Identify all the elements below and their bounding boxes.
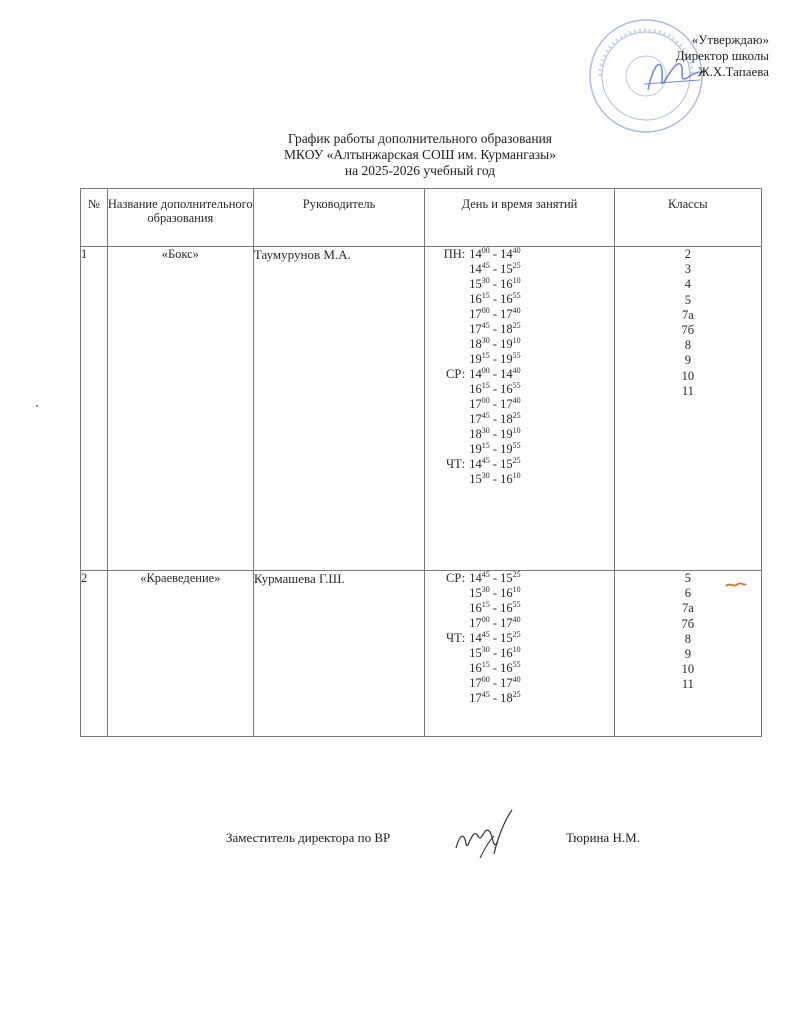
start-minute: 30 bbox=[481, 645, 490, 654]
start-hour: 15 bbox=[469, 472, 482, 486]
end-minute: 55 bbox=[512, 660, 521, 669]
start-minute: 15 bbox=[481, 351, 490, 360]
end-minute: 55 bbox=[512, 441, 521, 450]
start-minute: 15 bbox=[481, 381, 490, 390]
start-minute: 15 bbox=[481, 291, 490, 300]
time-slot: $18^{30} - 19^{10}$ bbox=[469, 336, 521, 351]
class-item: 10 bbox=[681, 368, 695, 383]
start-minute: 30 bbox=[481, 276, 490, 285]
heading-line: График работы дополнительного образования bbox=[287, 131, 553, 146]
end-hour: 19 bbox=[500, 427, 513, 441]
end-minute: 25 bbox=[512, 321, 521, 330]
end-hour: 15 bbox=[500, 571, 513, 585]
class-item: 4 bbox=[684, 277, 691, 292]
start-minute: 30 bbox=[481, 336, 490, 345]
time-slot: $17^{45} - 18^{25}$ bbox=[469, 321, 521, 336]
class-item: 8 bbox=[684, 338, 691, 353]
approval-line: «Утверждаю» bbox=[691, 32, 769, 47]
end-minute: 25 bbox=[512, 570, 521, 579]
end-hour: 16 bbox=[500, 646, 513, 660]
approval-line: Директор школы bbox=[675, 48, 769, 63]
time-slot: $18^{30} - 19^{10}$ bbox=[469, 426, 521, 441]
schedule-table bbox=[80, 188, 762, 737]
header-leader: Руководитель bbox=[253, 189, 424, 247]
start-hour: 14 bbox=[469, 631, 482, 645]
start-minute: 00 bbox=[481, 396, 490, 405]
class-item: 6 bbox=[684, 586, 691, 601]
end-minute: 55 bbox=[512, 381, 521, 390]
start-hour: 19 bbox=[469, 352, 482, 366]
end-minute: 55 bbox=[512, 351, 521, 360]
start-minute: 45 bbox=[481, 411, 490, 420]
row-classes bbox=[614, 247, 761, 571]
start-hour: 15 bbox=[469, 586, 482, 600]
end-minute: 10 bbox=[512, 645, 521, 654]
end-minute: 10 bbox=[512, 276, 521, 285]
time-slot: $14^{45} - 15^{25}$ bbox=[469, 261, 521, 276]
table-row bbox=[81, 247, 762, 571]
start-hour: 14 bbox=[469, 247, 482, 261]
class-item: 8 bbox=[684, 631, 691, 646]
start-minute: 15 bbox=[481, 660, 490, 669]
class-item: 2 bbox=[684, 247, 691, 261]
class-item: 9 bbox=[684, 353, 691, 368]
start-hour: 14 bbox=[469, 262, 482, 276]
time-slot: $17^{00} - 17^{40}$ bbox=[469, 306, 521, 321]
end-hour: 18 bbox=[500, 322, 513, 336]
start-minute: 15 bbox=[481, 441, 490, 450]
start-hour: 16 bbox=[469, 601, 482, 615]
end-minute: 25 bbox=[512, 690, 521, 699]
start-minute: 30 bbox=[481, 471, 490, 480]
start-minute: 30 bbox=[481, 585, 490, 594]
start-hour: 14 bbox=[469, 571, 482, 585]
start-hour: 17 bbox=[469, 307, 482, 321]
end-hour: 16 bbox=[500, 586, 513, 600]
end-hour: 17 bbox=[500, 397, 513, 411]
row-leader: Таумурунов М.А. bbox=[253, 247, 424, 571]
heading-line: на 2025-2026 учебный год bbox=[344, 163, 496, 178]
end-minute: 10 bbox=[512, 471, 521, 480]
start-hour: 17 bbox=[469, 691, 482, 705]
approval-line: Ж.Х.Тапаева bbox=[698, 64, 769, 79]
class-item: 10 bbox=[681, 662, 695, 677]
time-slot: $17^{00} - 17^{40}$ bbox=[469, 396, 521, 411]
end-minute: 10 bbox=[512, 336, 521, 345]
end-hour: 19 bbox=[500, 337, 513, 351]
end-hour: 15 bbox=[500, 631, 513, 645]
end-minute: 40 bbox=[512, 246, 521, 255]
time-slot: $17^{00} - 17^{40}$ bbox=[469, 615, 521, 630]
start-hour: 17 bbox=[469, 616, 482, 630]
day-label: СР: bbox=[446, 571, 466, 585]
end-hour: 16 bbox=[500, 382, 513, 396]
start-hour: 16 bbox=[469, 292, 482, 306]
end-hour: 14 bbox=[500, 367, 513, 381]
start-hour: 15 bbox=[469, 646, 482, 660]
header-name: Название дополнительного образования bbox=[107, 189, 253, 247]
end-hour: 16 bbox=[500, 661, 513, 675]
end-hour: 17 bbox=[500, 307, 513, 321]
approval-block bbox=[579, 32, 769, 80]
end-hour: 19 bbox=[500, 442, 513, 456]
class-item: 5 bbox=[684, 571, 691, 585]
row-leader: Курмашева Г.Ш. bbox=[253, 571, 424, 737]
end-hour: 19 bbox=[500, 352, 513, 366]
time-slot: СР: $14^{45} - 15^{25}$ bbox=[425, 571, 613, 586]
start-hour: 17 bbox=[469, 322, 482, 336]
end-minute: 40 bbox=[512, 675, 521, 684]
start-hour: 14 bbox=[469, 457, 482, 471]
row-num: 2 bbox=[81, 571, 108, 737]
start-minute: 45 bbox=[481, 630, 490, 639]
row-name: «Бокс» bbox=[107, 247, 253, 571]
end-minute: 10 bbox=[512, 426, 521, 435]
end-hour: 17 bbox=[500, 676, 513, 690]
start-minute: 00 bbox=[481, 615, 490, 624]
start-hour: 19 bbox=[469, 442, 482, 456]
row-times bbox=[425, 571, 614, 737]
end-hour: 16 bbox=[500, 277, 513, 291]
class-item: 11 bbox=[681, 383, 694, 398]
end-hour: 17 bbox=[500, 616, 513, 630]
end-minute: 25 bbox=[512, 261, 521, 270]
end-hour: 16 bbox=[500, 601, 513, 615]
time-slot: $15^{30} - 16^{10}$ bbox=[469, 471, 521, 486]
start-minute: 00 bbox=[481, 366, 490, 375]
day-label: ПН: bbox=[443, 247, 466, 261]
time-slot: $16^{15} - 16^{55}$ bbox=[469, 381, 521, 396]
header-num: № bbox=[81, 189, 108, 247]
time-slot: $17^{45} - 18^{25}$ bbox=[469, 690, 521, 705]
time-slot: ЧТ: $14^{45} - 15^{25}$ bbox=[425, 631, 613, 646]
time-slot: $19^{15} - 19^{55}$ bbox=[469, 351, 521, 366]
start-hour: 16 bbox=[469, 382, 482, 396]
class-item: 7а bbox=[681, 601, 694, 616]
end-minute: 40 bbox=[512, 306, 521, 315]
end-minute: 40 bbox=[512, 615, 521, 624]
time-slot: $15^{30} - 16^{10}$ bbox=[469, 645, 521, 660]
start-minute: 00 bbox=[481, 306, 490, 315]
class-item: 7а bbox=[681, 307, 694, 322]
day-label: ЧТ: bbox=[446, 457, 466, 471]
start-minute: 45 bbox=[481, 321, 490, 330]
start-hour: 18 bbox=[469, 337, 482, 351]
signer-role: Заместитель директора по ВР bbox=[226, 830, 391, 845]
class-item: 11 bbox=[681, 677, 694, 692]
start-minute: 45 bbox=[481, 570, 490, 579]
end-minute: 25 bbox=[512, 630, 521, 639]
table-header-row bbox=[81, 189, 762, 247]
end-minute: 40 bbox=[512, 396, 521, 405]
class-item: 7б bbox=[681, 322, 695, 337]
end-minute: 55 bbox=[512, 291, 521, 300]
table-row bbox=[81, 571, 762, 737]
start-minute: 30 bbox=[481, 426, 490, 435]
class-item: 7б bbox=[681, 616, 695, 631]
row-classes bbox=[614, 571, 761, 737]
end-hour: 15 bbox=[500, 457, 513, 471]
document-heading bbox=[230, 131, 610, 179]
start-hour: 14 bbox=[469, 367, 482, 381]
end-minute: 55 bbox=[512, 600, 521, 609]
start-minute: 45 bbox=[481, 261, 490, 270]
day-label: ЧТ: bbox=[446, 631, 466, 645]
start-hour: 15 bbox=[469, 277, 482, 291]
header-time: День и время занятий bbox=[425, 189, 614, 247]
class-item: 9 bbox=[684, 646, 691, 661]
start-hour: 17 bbox=[469, 676, 482, 690]
time-slot: $17^{00} - 17^{40}$ bbox=[469, 675, 521, 690]
start-minute: 15 bbox=[481, 600, 490, 609]
end-hour: 16 bbox=[500, 472, 513, 486]
time-slot: $16^{15} - 16^{55}$ bbox=[469, 660, 521, 675]
start-hour: 16 bbox=[469, 661, 482, 675]
start-hour: 17 bbox=[469, 397, 482, 411]
time-slot: $15^{30} - 16^{10}$ bbox=[469, 276, 521, 291]
signer-name: Тюрина Н.М. bbox=[566, 830, 640, 845]
class-item: 5 bbox=[684, 292, 691, 307]
ink-mark-icon bbox=[724, 580, 748, 590]
header-classes: Классы bbox=[614, 189, 761, 247]
end-minute: 40 bbox=[512, 366, 521, 375]
scan-speck bbox=[36, 405, 38, 407]
start-minute: 00 bbox=[481, 675, 490, 684]
end-minute: 25 bbox=[512, 411, 521, 420]
time-slot: $16^{15} - 16^{55}$ bbox=[469, 600, 521, 615]
end-hour: 15 bbox=[500, 262, 513, 276]
time-slot: ПН: $14^{00} - 14^{40}$ bbox=[425, 247, 613, 262]
start-hour: 17 bbox=[469, 412, 482, 426]
end-minute: 10 bbox=[512, 585, 521, 594]
end-hour: 18 bbox=[500, 691, 513, 705]
row-name: «Краеведение» bbox=[107, 571, 253, 737]
end-minute: 25 bbox=[512, 456, 521, 465]
class-item: 3 bbox=[684, 262, 691, 277]
start-minute: 00 bbox=[481, 246, 490, 255]
end-hour: 16 bbox=[500, 292, 513, 306]
day-label: СР: bbox=[446, 367, 466, 381]
time-slot: $15^{30} - 16^{10}$ bbox=[469, 585, 521, 600]
time-slot: $16^{15} - 16^{55}$ bbox=[469, 291, 521, 306]
time-slot: $19^{15} - 19^{55}$ bbox=[469, 441, 521, 456]
time-slot: СР: $14^{00} - 14^{40}$ bbox=[425, 367, 613, 382]
row-times bbox=[425, 247, 614, 571]
end-hour: 18 bbox=[500, 412, 513, 426]
time-slot: ЧТ: $14^{45} - 15^{25}$ bbox=[425, 457, 613, 472]
end-hour: 14 bbox=[500, 247, 513, 261]
heading-line: МКОУ «Алтынжарская СОШ им. Курмангазы» bbox=[284, 147, 556, 162]
deputy-signature-icon bbox=[450, 806, 520, 862]
start-minute: 45 bbox=[481, 456, 490, 465]
start-minute: 45 bbox=[481, 690, 490, 699]
start-hour: 18 bbox=[469, 427, 482, 441]
time-slot: $17^{45} - 18^{25}$ bbox=[469, 411, 521, 426]
row-num: 1 bbox=[81, 247, 108, 571]
